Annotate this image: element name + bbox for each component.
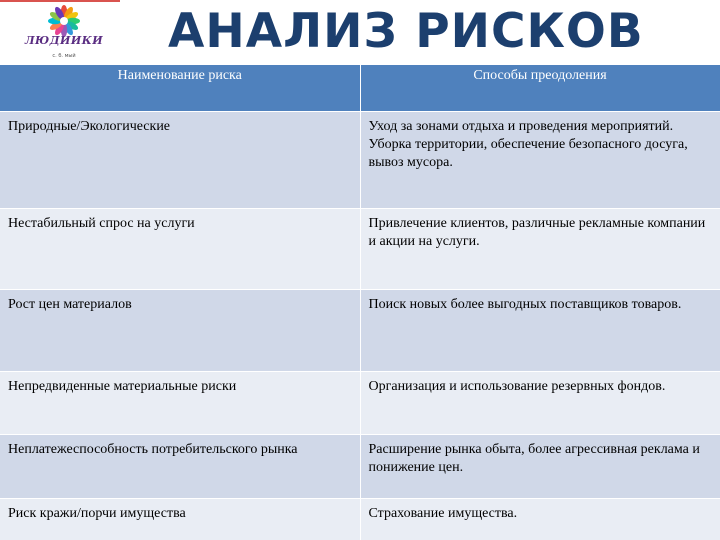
solution-cell: Уход за зонами отдыха и проведения мероприятий. Уборка территории, обеспечение безопасного досуга, вывоз мусора. [360, 112, 720, 209]
flower-logo-icon [22, 4, 106, 38]
table-row [0, 209, 720, 290]
page-title: АНАЛИЗ РИСКОВ [168, 4, 644, 59]
logo-text: ЛЮДИИКИ [24, 34, 104, 47]
table-row [0, 372, 720, 435]
logo-subtext: с. б. мый [52, 53, 76, 59]
risk-cell: Непредвиденные материальные риски [0, 372, 360, 435]
risk-table [0, 65, 720, 540]
table-row [0, 435, 720, 499]
table-header-row [0, 65, 720, 112]
table-row [0, 290, 720, 372]
header-solutions: Способы преодоления [360, 65, 720, 112]
risk-cell: Рост цен материалов [0, 290, 360, 372]
solution-cell: Привлечение клиентов, различные рекламные компании и акции на услуги. [360, 209, 720, 290]
solution-cell: Поиск новых более выгодных поставщиков товаров. [360, 290, 720, 372]
table-row [0, 499, 720, 540]
solution-cell: Расширение рынка обыта, более агрессивная реклама и понижение цен. [360, 435, 720, 499]
solution-cell: Организация и использование резервных фондов. [360, 372, 720, 435]
logo [22, 4, 106, 64]
table-row [0, 112, 720, 209]
risk-cell: Неплатежеспособность потребительского рынка [0, 435, 360, 499]
risk-cell: Риск кражи/порчи имущества [0, 499, 360, 540]
solution-cell: Страхование имущества. [360, 499, 720, 540]
header-risk-name: Наименование риска [0, 65, 360, 112]
top-accent-line [0, 0, 120, 2]
risk-cell: Природные/Экологические [0, 112, 360, 209]
risk-cell: Нестабильный спрос на услуги [0, 209, 360, 290]
